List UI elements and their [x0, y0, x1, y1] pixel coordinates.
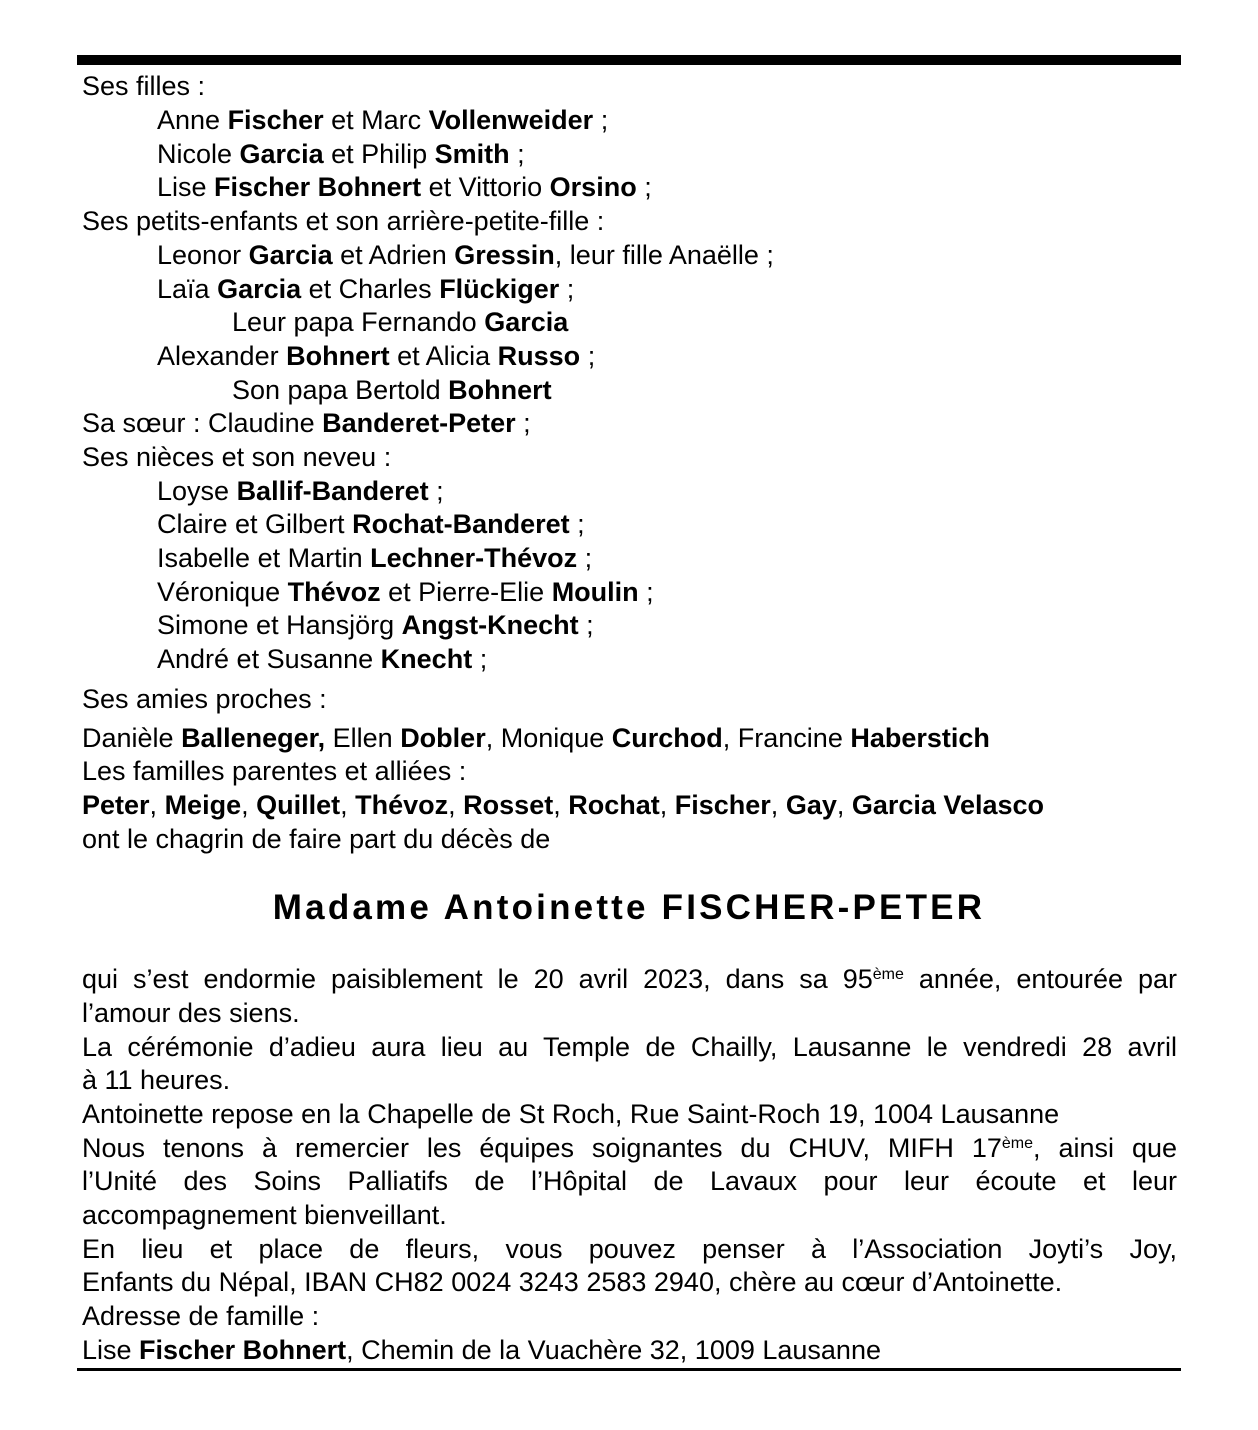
name-bold: Garcia — [248, 240, 333, 270]
name-bold: Flückiger — [439, 274, 560, 304]
text: ; — [638, 577, 654, 607]
text: Nous tenons à remercier les équipes soignantes du CHUV, MIFH 17 — [82, 1133, 1002, 1163]
name-bold: Banderet-Peter — [322, 408, 516, 438]
text: ; — [559, 274, 575, 304]
name-bold: Knecht — [380, 644, 473, 674]
name-bold: Fischer Bohnert — [214, 172, 422, 202]
family-line — [82, 406, 1177, 440]
family-line — [232, 305, 1258, 339]
text: , ainsi que — [1033, 1133, 1177, 1163]
text: , — [659, 790, 675, 820]
text: l’amour des siens. — [82, 998, 300, 1028]
text: Leonor — [157, 240, 249, 270]
text: à 11 heures. — [82, 1065, 231, 1095]
text: ; — [509, 139, 525, 169]
text: et Charles — [301, 274, 440, 304]
family-line — [157, 642, 1252, 676]
body-line — [82, 1063, 1177, 1097]
body-line — [82, 1097, 1177, 1131]
name-bold: Rochat — [568, 790, 660, 820]
text: , — [553, 790, 569, 820]
text: , Chemin de la Vuachère 32, 1009 Lausanne — [346, 1335, 881, 1365]
name-bold: Garcia — [239, 139, 324, 169]
name-bold: Fischer — [227, 105, 324, 135]
body-line — [82, 1030, 1177, 1064]
name-bold: Rosset — [463, 790, 554, 820]
name-bold: Russo — [497, 341, 581, 371]
family-line — [157, 575, 1252, 609]
body-line — [82, 1131, 1177, 1165]
deceased-name-title: Madame Antoinette FISCHER-PETER — [272, 888, 986, 927]
body-line — [82, 1198, 1177, 1232]
name-bold: Gay — [785, 790, 837, 820]
text: Lise — [157, 172, 215, 202]
name-bold: Bohnert — [448, 375, 552, 405]
text: et Philip — [323, 139, 435, 169]
text: et Pierre-Elie — [380, 577, 552, 607]
text: , — [448, 790, 464, 820]
name-bold: Orsino — [549, 172, 637, 202]
text: qui s’est endormie paisiblement le 20 avril 2023, dans sa 95 — [82, 964, 873, 994]
text: André et Susanne — [157, 644, 381, 674]
name-bold: Fischer Bohnert — [139, 1335, 347, 1365]
text: Lise — [82, 1335, 140, 1365]
body-line — [82, 962, 1177, 996]
text: , — [340, 790, 356, 820]
family-line — [157, 474, 1252, 508]
body-line — [82, 1265, 1177, 1299]
family-line — [157, 170, 1252, 204]
text: Ses nièces et son neveu : — [82, 442, 392, 472]
family-line — [82, 204, 1177, 238]
family-line — [232, 373, 1258, 407]
text: Nicole — [157, 139, 240, 169]
name-bold: Moulin — [551, 577, 639, 607]
text: , — [836, 790, 852, 820]
text: ; — [580, 341, 596, 371]
text: , — [149, 790, 165, 820]
family-line — [82, 69, 1177, 103]
text: Adresse de famille : — [82, 1301, 320, 1331]
family-line — [157, 238, 1252, 272]
text: ; — [577, 543, 593, 573]
text: Sa sœur : Claudine — [82, 408, 323, 438]
text: ; — [593, 105, 609, 135]
name-bold: Gressin — [454, 240, 555, 270]
name-bold: Fischer — [674, 790, 771, 820]
family-line — [82, 754, 1177, 788]
name-bold: Thévoz — [355, 790, 449, 820]
family-line — [82, 788, 1177, 822]
text: Les familles parentes et alliées : — [82, 756, 467, 786]
name-bold: Rochat-Banderet — [352, 509, 570, 539]
text: ; — [472, 644, 488, 674]
text: Isabelle et Martin — [157, 543, 371, 573]
family-line — [157, 541, 1252, 575]
text: Son papa Bertold — [232, 375, 449, 405]
text: et Vittorio — [421, 172, 550, 202]
family-line — [82, 721, 1177, 755]
family-line — [157, 137, 1252, 171]
name-bold: Vollenweider — [428, 105, 594, 135]
text: Véronique — [157, 577, 288, 607]
text: , — [770, 790, 786, 820]
name-bold: Lechner-Thévoz — [370, 543, 578, 573]
text: ; — [636, 172, 652, 202]
superscript: ème — [1001, 1135, 1034, 1152]
text: Danièle — [82, 723, 182, 753]
superscript: ème — [872, 966, 904, 983]
family-line — [82, 822, 1177, 856]
family-line — [157, 339, 1252, 373]
name-bold: Dobler — [400, 723, 486, 753]
text: et Alicia — [389, 341, 498, 371]
name-bold: Smith — [434, 139, 510, 169]
text: ; — [578, 610, 594, 640]
name-bold: Garcia — [217, 274, 302, 304]
text: ont le chagrin de faire part du décès de — [82, 824, 551, 854]
name-bold: Thévoz — [287, 577, 381, 607]
body-line — [82, 1333, 1177, 1367]
family-line — [157, 272, 1252, 306]
bottom-rule — [77, 1368, 1181, 1371]
text: Anne — [157, 105, 228, 135]
text: ; — [569, 509, 585, 539]
body-line — [82, 1299, 1177, 1333]
text: Laïa — [157, 274, 218, 304]
text: Loyse — [157, 476, 237, 506]
text: Leur papa Fernando — [232, 307, 485, 337]
body-line — [82, 1232, 1177, 1266]
text: Simone et Hansjörg — [157, 610, 402, 640]
text: l’Unité des Soins Palliatifs de l’Hôpital de Lavaux pour leur écoute et leur — [82, 1166, 1177, 1196]
text: ; — [428, 476, 444, 506]
text: accompagnement bienveillant. — [82, 1200, 447, 1230]
name-bold: Peter — [82, 790, 150, 820]
name-bold: Quillet — [256, 790, 341, 820]
text: ; — [515, 408, 531, 438]
body-line — [82, 996, 1177, 1030]
family-line — [82, 440, 1177, 474]
name-bold: Angst-Knecht — [401, 610, 579, 640]
name-bold: Bohnert — [286, 341, 390, 371]
family-line — [157, 608, 1252, 642]
name-bold: Haberstich — [850, 723, 990, 753]
text: Antoinette repose en la Chapelle de St Roch, Rue Saint-Roch 19, 1004 Lausanne — [82, 1099, 1060, 1129]
text: Claire et Gilbert — [157, 509, 353, 539]
top-rule — [77, 55, 1181, 65]
text: Alexander — [157, 341, 287, 371]
text: , Francine — [722, 723, 851, 753]
name-bold: Balleneger, — [181, 723, 326, 753]
name-bold: Garcia — [484, 307, 569, 337]
text: et Adrien — [332, 240, 455, 270]
name-bold: Meige — [164, 790, 242, 820]
text: En lieu et place de fleurs, vous pouvez penser à l’Association Joyti’s Joy, — [82, 1234, 1177, 1264]
body-line — [82, 1164, 1177, 1198]
text: , — [241, 790, 257, 820]
text: et Marc — [323, 105, 429, 135]
text: Ses amies proches : — [82, 684, 327, 714]
text: , Monique — [485, 723, 612, 753]
text: La cérémonie d’adieu aura lieu au Temple de Chailly, Lausanne le vendredi 28 avril — [82, 1032, 1177, 1062]
name-bold: Curchod — [611, 723, 723, 753]
text: , leur fille Anaëlle ; — [554, 240, 774, 270]
family-line — [157, 507, 1252, 541]
text: Ses filles : — [82, 71, 206, 101]
name-bold: Ballif-Banderet — [236, 476, 429, 506]
name-bold: Garcia Velasco — [851, 790, 1045, 820]
family-line — [82, 682, 1177, 716]
text: année, entourée par — [903, 964, 1178, 994]
family-line — [157, 103, 1252, 137]
text: Ellen — [325, 723, 401, 753]
text: Enfants du Népal, IBAN CH82 0024 3243 2583 2940, chère au cœur d’Antoinette. — [82, 1267, 1063, 1297]
text: Ses petits-enfants et son arrière-petite-fille : — [82, 206, 605, 236]
